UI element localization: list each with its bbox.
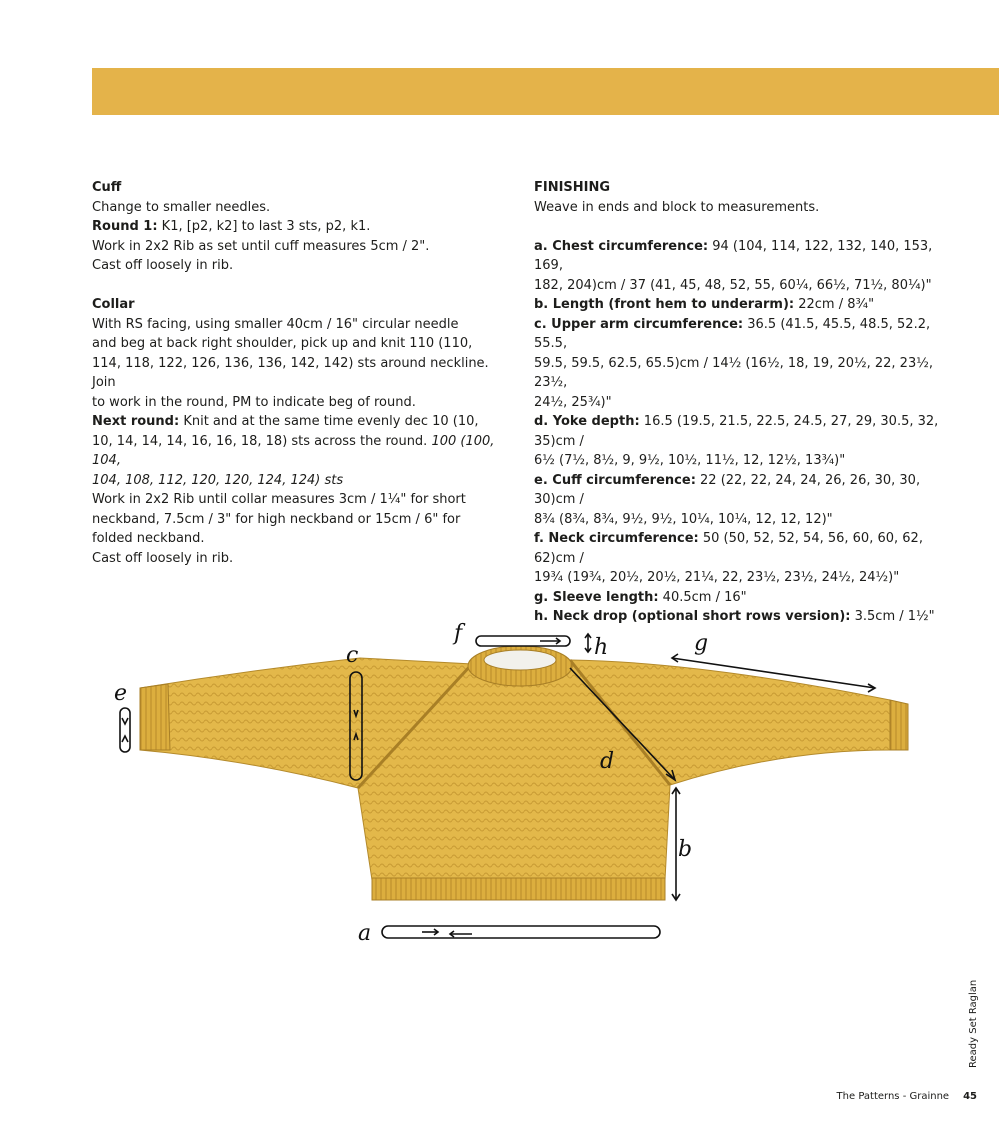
page-number: 45 — [963, 1091, 977, 1102]
measurement-value: 36.5 (41.5, 45.5, 48.5, 52.2, 55.5, — [534, 316, 931, 351]
collar-line: to work in the round, PM to indicate beg of round. — [92, 394, 416, 410]
collar-heading: Collar — [92, 297, 135, 312]
label-d: d — [600, 749, 615, 774]
measurement-value: 50 (50, 52, 52, 54, 56, 60, 60, 62, 62)cm / — [534, 531, 923, 566]
measurement-label: d. Yoke depth: — [534, 414, 640, 429]
measurement-a — [534, 237, 954, 276]
round-1-label: Round 1: — [92, 219, 158, 234]
collar-line: and beg at back right shoulder, pick up and knit 110 (110, — [92, 336, 473, 351]
label-e: e — [114, 681, 128, 706]
measurement-d — [534, 412, 954, 451]
measurement-value: 3.5cm / 1½" — [850, 609, 935, 624]
mark-e — [120, 708, 130, 752]
next-round-text: 10, 14, 14, 14, 16, 16, 18, 18) sts across the round. — [92, 433, 432, 449]
measurement-label: h. Neck drop (optional short rows version): — [534, 609, 851, 624]
left-column — [92, 178, 502, 568]
collar-line: neckband, 7.5cm / 3" for high neckband or 15cm / 6" for — [92, 511, 461, 527]
left-cuff — [140, 684, 170, 750]
right-column — [534, 178, 954, 627]
collar-line: With RS facing, using smaller 40cm / 16" circular needle — [92, 316, 459, 332]
cuff-line: Work in 2x2 Rib as set until cuff measures 5cm / 2". — [92, 238, 430, 254]
label-a: a — [358, 921, 372, 946]
hem-rib — [372, 878, 665, 900]
section-title: The Patterns - Grainne — [836, 1091, 950, 1102]
round-1-text: K1, [p2, k2] to last 3 sts, p2, k1. — [157, 219, 371, 234]
measurement-label: c. Upper arm circumference: — [534, 316, 744, 332]
measurement-value: 16.5 (19.5, 21.5, 22.5, 24.5, 27, 29, 30.5, 32, 35)cm / — [534, 414, 939, 449]
measurement-label: b. Length (front hem to underarm): — [534, 297, 795, 312]
collar-line: 114, 118, 122, 126, 136, 136, 142, 142) sts around neckline. Join — [92, 355, 489, 390]
stitch-count: 104, 108, 112, 120, 120, 124, 124) sts — [92, 472, 344, 488]
measurement-value: 94 (104, 114, 122, 132, 140, 153, 169, — [534, 238, 933, 273]
stitch-count: 100 (100, 104, — [92, 433, 495, 468]
cuff-heading: Cuff — [92, 180, 122, 195]
book-title: Ready Set Raglan — [968, 979, 979, 1068]
measurement-a-cont: 182, 204)cm / 37 (41, 45, 48, 52, 55, 60¼, 66½, 71½, 80¼)" — [534, 277, 932, 293]
page-footer — [837, 1091, 977, 1102]
measurement-label: a. Chest circumference: — [534, 238, 709, 254]
measurement-c — [534, 315, 954, 354]
measurement-c-cont: 24½, 25¾)" — [534, 394, 612, 410]
measurement-c-cont: 59.5, 59.5, 62.5, 65.5)cm / 14½ (16½, 18, 19, 20½, 22, 23½, 23½, — [534, 355, 933, 390]
finishing-intro: Weave in ends and block to measurements. — [534, 199, 820, 215]
measurement-label: g. Sleeve length: — [534, 589, 659, 605]
measurement-value: 22 (22, 22, 24, 24, 26, 26, 30, 30, 30)cm / — [534, 472, 921, 507]
collar-line: Work in 2x2 Rib until collar measures 3cm / 1¼" for short — [92, 492, 466, 507]
label-g: g — [694, 631, 709, 656]
label-b: b — [678, 837, 693, 862]
collar-line: folded neckband. — [92, 531, 205, 546]
label-f: f — [454, 621, 463, 646]
measurement-f-cont: 19¾ (19¾, 20½, 20½, 21¼, 22, 23½, 23½, 24½, 24½)" — [534, 570, 900, 585]
next-round-label: Next round: — [92, 414, 180, 429]
neck-opening — [484, 650, 556, 670]
right-cuff — [890, 700, 908, 750]
measurement-value: 22cm / 8¾" — [794, 297, 875, 312]
cuff-line: Change to smaller needles. — [92, 199, 271, 215]
collar-line: Cast off loosely in rib. — [92, 550, 234, 566]
measurement-label: f. Neck circumference: — [534, 531, 699, 546]
cuff-line: Cast off loosely in rib. — [92, 258, 234, 273]
finishing-heading: FINISHING — [534, 180, 611, 195]
next-round-text: Knit and at the same time evenly dec 10 (10, — [179, 414, 479, 429]
label-h: h — [594, 635, 609, 660]
next-round-line — [92, 412, 502, 432]
measurement-e-cont: 8¾ (8¾, 8¾, 9½, 9½, 10¼, 10¼, 12, 12, 12)" — [534, 511, 833, 527]
measurement-d-cont: 6½ (7½, 8½, 9, 9½, 10½, 11½, 12, 12½, 13¾)" — [534, 453, 846, 468]
sweater-schematic — [100, 600, 920, 960]
measurement-f — [534, 529, 954, 568]
label-c: c — [346, 643, 359, 668]
measurement-e — [534, 471, 954, 510]
measurement-b — [534, 295, 954, 315]
header-band — [92, 68, 999, 115]
measurement-label: e. Cuff circumference: — [534, 472, 696, 488]
cuff-round-1 — [92, 217, 502, 237]
next-round-line — [92, 432, 502, 471]
measurement-value: 40.5cm / 16" — [658, 589, 747, 605]
